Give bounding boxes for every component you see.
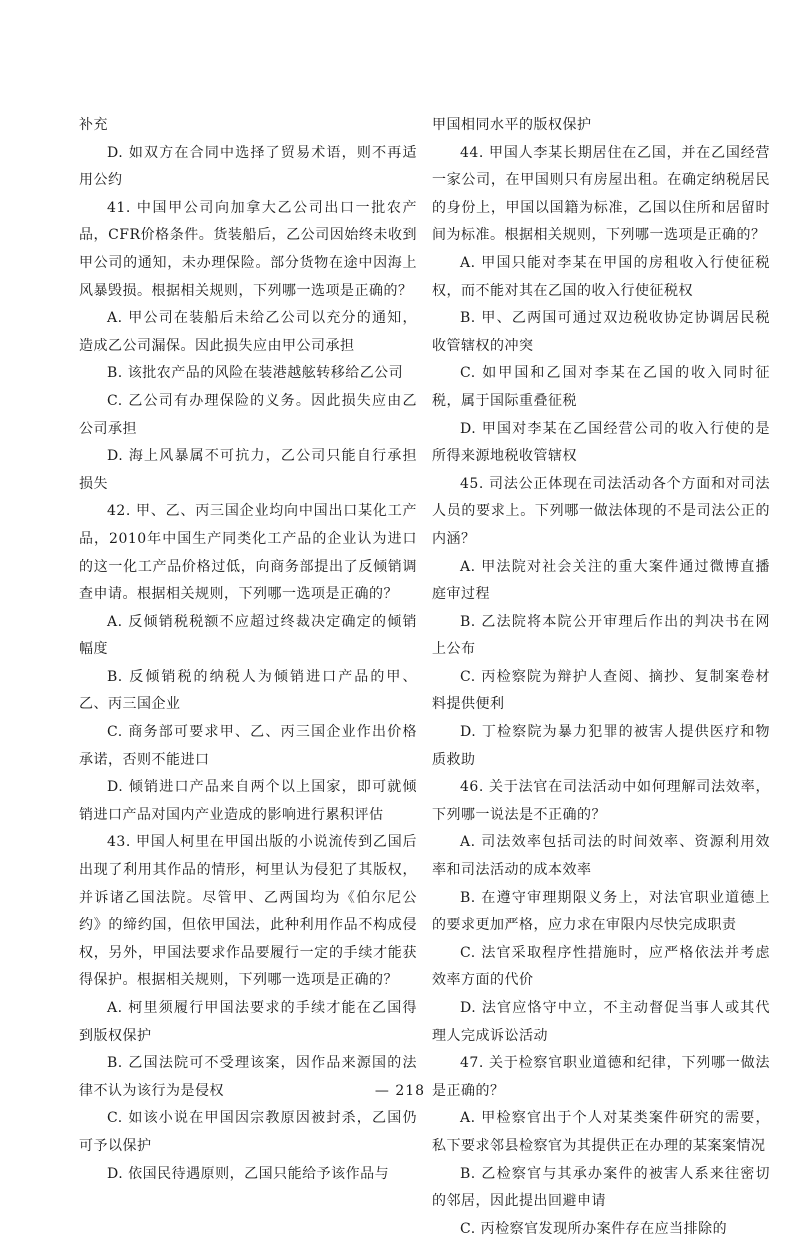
answer-option: A. 甲国只能对李某在甲国的房租收入行使征税权，而不能对其在乙国的收入行使征税权 bbox=[432, 254, 770, 299]
answer-option: C. 如甲国和乙国对李某在乙国的收入同时征税，属于国际重叠征税 bbox=[432, 365, 770, 409]
answer-option: B. 该批农产品的风险在装港越舷转移给乙公司 bbox=[107, 365, 404, 382]
question-stem: 47. 关于检察官职业道德和纪律，下列哪一做法是正确的？ bbox=[432, 1055, 770, 1099]
answer-option: D. 法官应恪守中立，不主动督促当事人或其代理人完成诉讼活动 bbox=[432, 1000, 770, 1044]
question-stem: 42. 甲、乙、丙三国企业均向中国出口某化工产品，2010年中国生产同类化工产品的企业认为进口的这一化工产品价格过低，向商务部提出了反倾销调查申请。根据相关规则，下列哪一选项是正确的？ bbox=[79, 503, 417, 603]
answer-option: D. 甲国对李某在乙国经营公司的收入行使的是所得来源地税收管辖权 bbox=[432, 420, 770, 465]
answer-option: D. 如双方在合同中选择了贸易术语，则不再适用公约 bbox=[79, 144, 417, 189]
answer-option: B. 乙法院将本院公开审理后作出的判决书在网上公布 bbox=[432, 613, 770, 658]
continued-text: 甲国相同水平的版权保护 bbox=[432, 117, 592, 133]
right-column bbox=[432, 112, 770, 1243]
question-stem: 44. 甲国人李某长期居住在乙国，并在乙国经营一家公司，在甲国则只有房屋出租。在确定纳税居民的身份上，甲国以国籍为标准，乙国以住所和居留时间为标准。根据相关规则，下列哪一选项是正确的？ bbox=[432, 144, 770, 244]
answer-option: A. 甲法院对社会关注的重大案件通过微博直播庭审过程 bbox=[432, 558, 770, 603]
answer-option: A. 甲检察官出于个人对某类案件研究的需要，私下要求邻县检察官为其提供正在办理的某案案情况 bbox=[432, 1110, 770, 1154]
answer-option: B. 反倾销税的纳税人为倾销进口产品的甲、乙、丙三国企业 bbox=[79, 668, 417, 713]
question-stem: 46. 关于法官在司法活动中如何理解司法效率，下列哪一说法是不正确的？ bbox=[432, 779, 770, 823]
answer-option: B. 在遵守审理期限义务上，对法官职业道德上的要求更加严格，应力求在审限内尽快完成职责 bbox=[432, 889, 770, 934]
answer-option: C. 法官采取程序性措施时，应严格依法并考虑效率方面的代价 bbox=[432, 944, 770, 989]
answer-option: A. 司法效率包括司法的时间效率、资源利用效率和司法活动的成本效率 bbox=[432, 834, 770, 879]
answer-option: B. 乙国法院可不受理该案，因作品来源国的法律不认为该行为是侵权 bbox=[79, 1055, 417, 1099]
page-number: — 218 bbox=[374, 1083, 426, 1099]
continued-text: 补充 bbox=[79, 117, 108, 133]
answer-option: A. 反倾销税税额不应超过终裁决定确定的倾销幅度 bbox=[79, 613, 417, 658]
left-column bbox=[79, 112, 417, 1188]
answer-option: C. 乙公司有办理保险的义务。因此损失应由乙公司承担 bbox=[79, 392, 417, 437]
answer-option: C. 商务部可要求甲、乙、丙三国企业作出价格承诺，否则不能进口 bbox=[79, 724, 417, 768]
answer-option: D. 海上风暴属不可抗力，乙公司只能自行承担损失 bbox=[79, 448, 417, 492]
answer-option: C. 丙检察官发现所办案件存在应当排除的 bbox=[460, 1220, 728, 1237]
answer-option: C. 丙检察院为辩护人查阅、摘抄、复制案卷材料提供便利 bbox=[432, 668, 770, 713]
question-stem: 41. 中国甲公司向加拿大乙公司出口一批农产品，CFR价格条件。货装船后，乙公司因始终未收到甲公司的通知，未办理保险。部分货物在途中因海上风暴毁损。根据相关规则，下列哪一选项是正确的？ bbox=[79, 199, 417, 299]
answer-option: D. 丁检察院为暴力犯罪的被害人提供医疗和物质救助 bbox=[432, 724, 770, 768]
answer-option: A. 柯里须履行甲国法要求的手续才能在乙国得到版权保护 bbox=[79, 1000, 417, 1044]
answer-option: B. 乙检察官与其承办案件的被害人系来往密切的邻居，因此提出回避申请 bbox=[432, 1165, 770, 1210]
answer-option: D. 倾销进口产品来自两个以上国家，即可就倾销进口产品对国内产业造成的影响进行累积评估 bbox=[79, 779, 417, 823]
answer-option: C. 如该小说在甲国因宗教原因被封杀，乙国仍可予以保护 bbox=[79, 1110, 417, 1154]
answer-option: B. 甲、乙两国可通过双边税收协定协调居民税收管辖权的冲突 bbox=[432, 310, 770, 354]
question-stem: 45. 司法公正体现在司法活动各个方面和对司法人员的要求上。下列哪一做法体现的不是司法公正的内涵？ bbox=[432, 475, 770, 547]
answer-option: D. 依国民待遇原则，乙国只能给予该作品与 bbox=[107, 1165, 390, 1182]
answer-option: A. 甲公司在装船后未给乙公司以充分的通知，造成乙公司漏保。因此损失应由甲公司承担 bbox=[79, 310, 417, 354]
question-stem: 43. 甲国人柯里在甲国出版的小说流传到乙国后出现了利用其作品的情形，柯里认为侵犯了其版权，并诉诸乙国法院。尽管甲、乙两国均为《伯尔尼公约》的缔约国，但依甲国法，此种利用作品不构成侵权，另外，甲国法要求作品要履行一定的手续才能获得保护。根据相关规则，下列哪一选项是正确的？ bbox=[79, 834, 417, 989]
